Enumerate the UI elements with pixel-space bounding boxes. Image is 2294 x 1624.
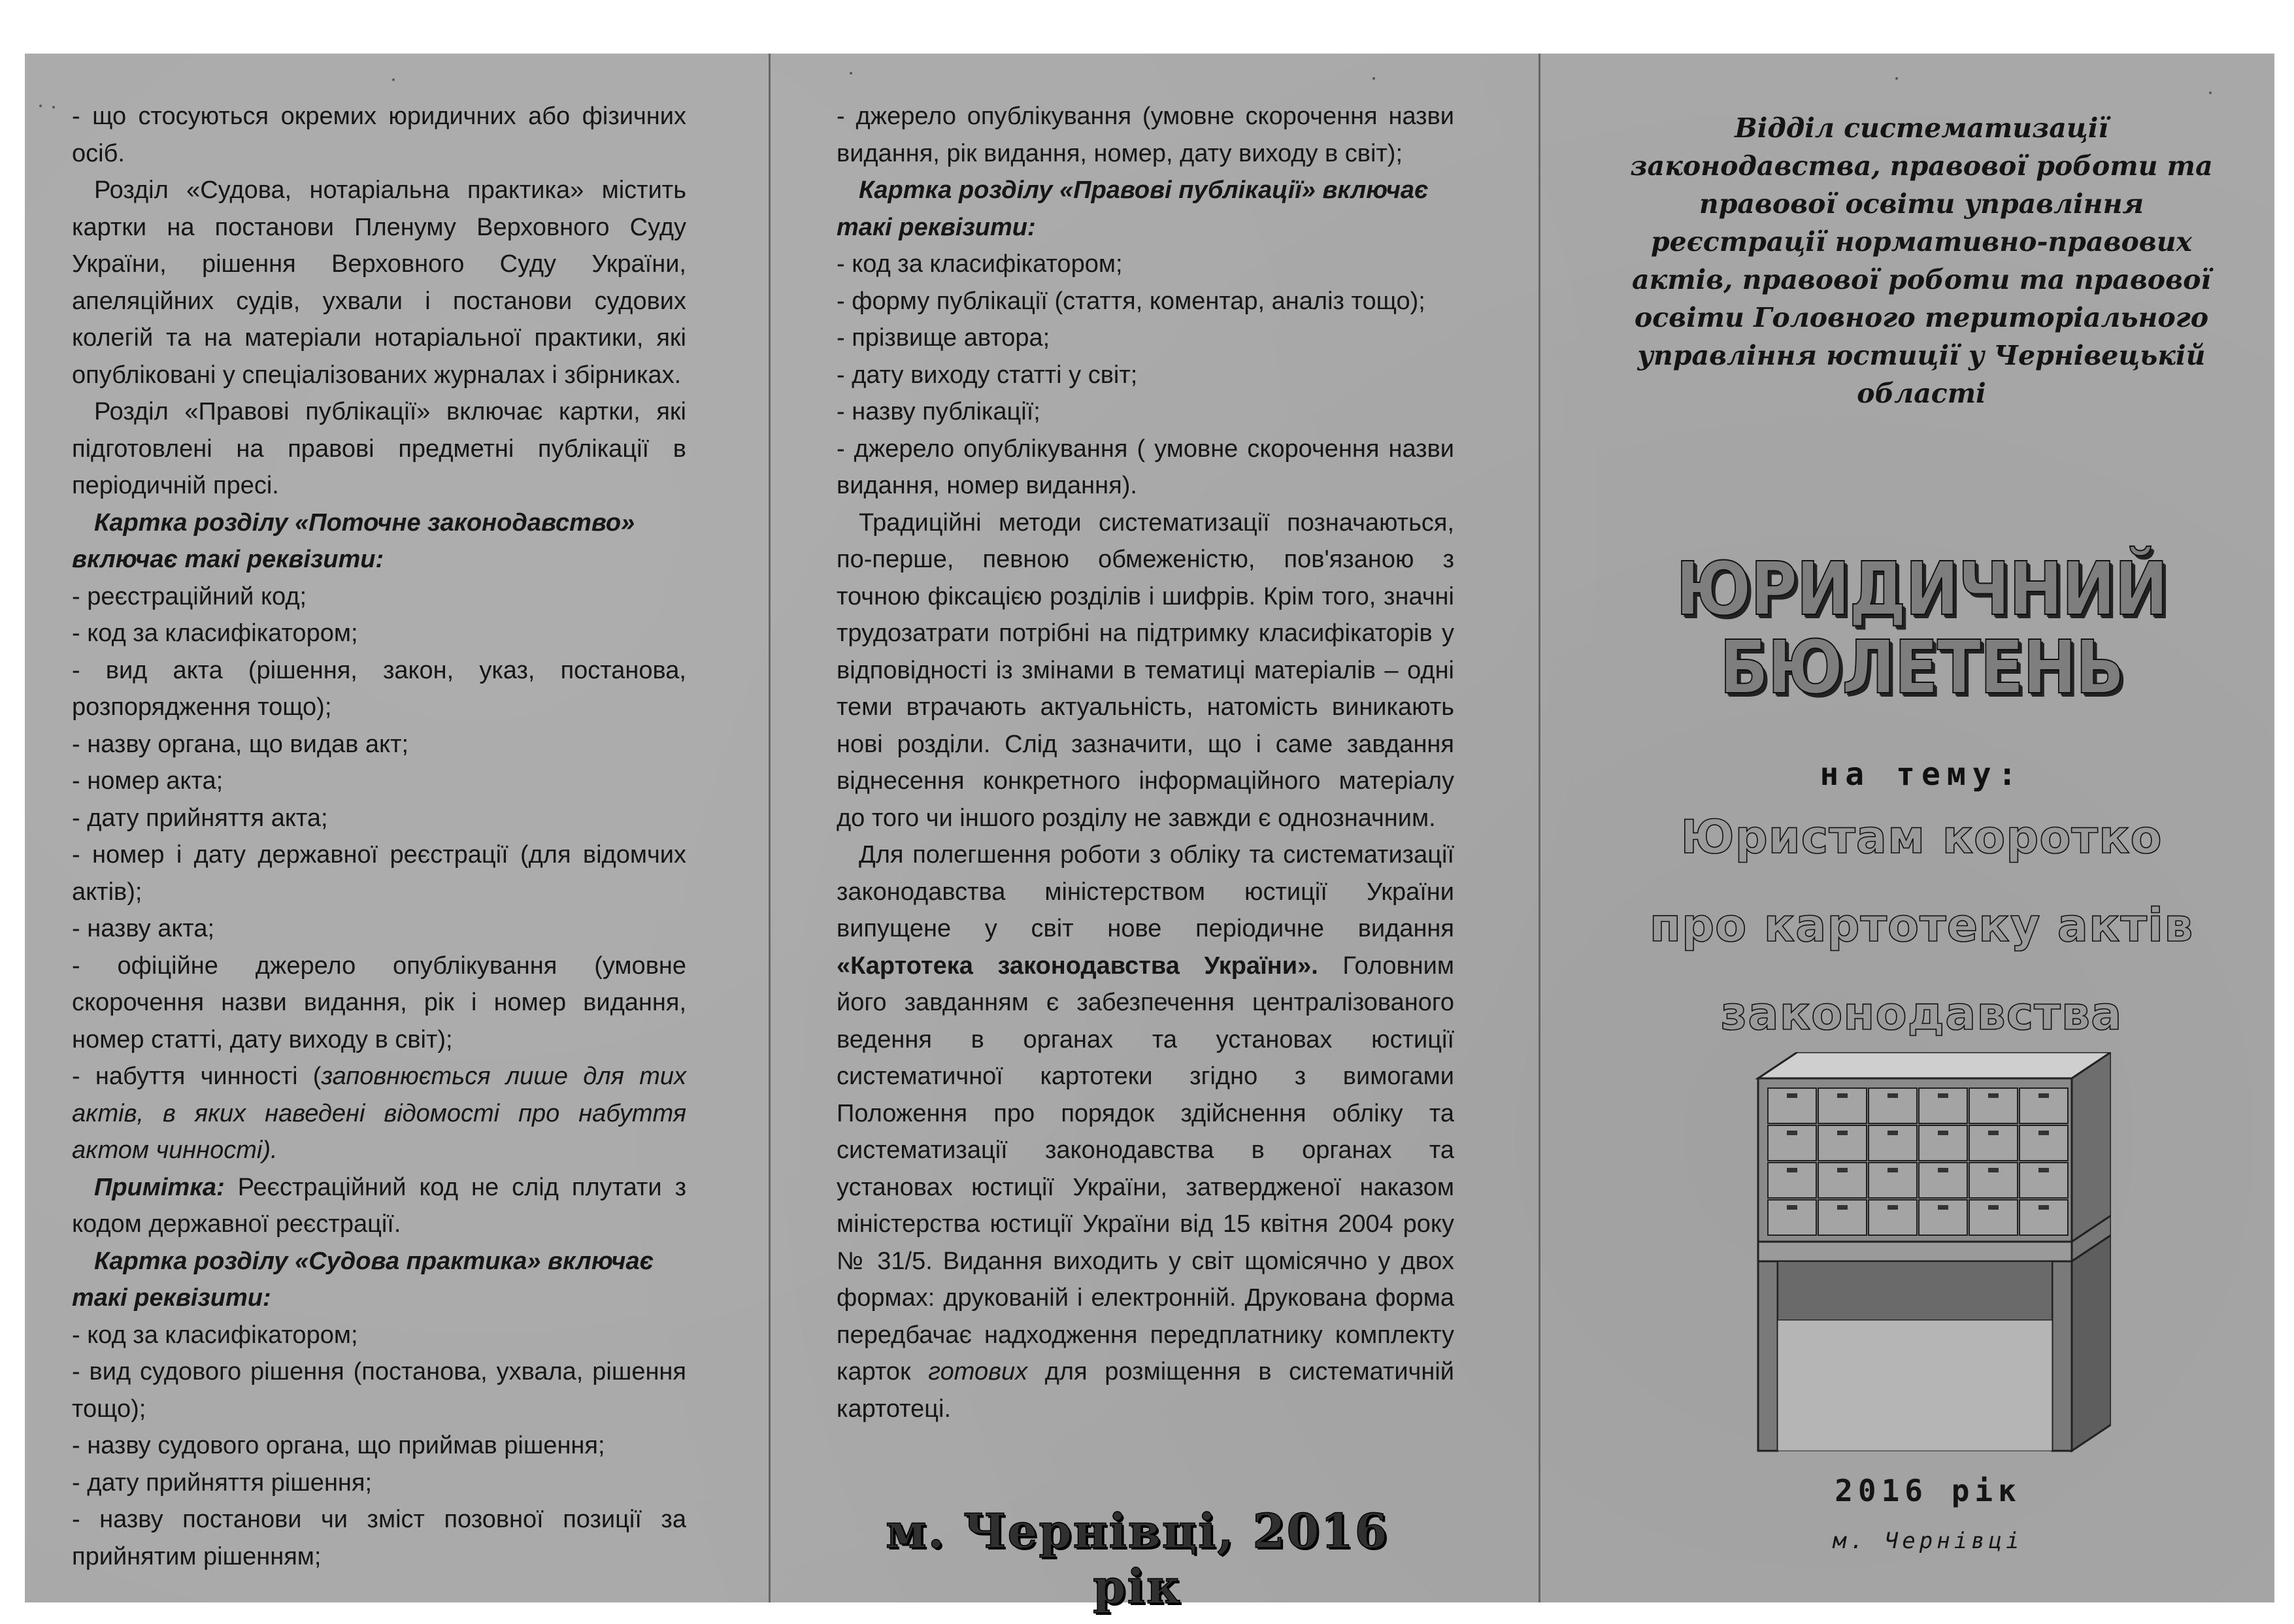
list-item: - номер акта; bbox=[72, 767, 224, 795]
paragraph bbox=[837, 837, 1454, 1427]
drawer-handle bbox=[1938, 1168, 1948, 1172]
paragraph: - джерело опублікування (умовне скорочення назви видання, рік видання, номер, дату виходу в світ); bbox=[837, 103, 1454, 167]
list-item: - назву органа, що видав акт; bbox=[72, 730, 409, 758]
scan-speck bbox=[39, 105, 42, 107]
list-item: - код за класифікатором; bbox=[72, 1321, 358, 1349]
drawer-handle bbox=[1938, 1093, 1948, 1098]
paragraph: Традиційні методи систематизації позначаються, по-перше, певною обмеженістю, пов'язаною з точною фіксацією розділів і шифрів. Крім того, значні трудозатрати потрібні на підтримку класифікаторів у відповідності із змінами в тематиці матеріалів – одні теми втрачають актуальність, натомість виникають нові розділи. Слід зазначити, що і саме завдання віднесення конкретного інформаційного матеріалу до того чи іншого розділу не завжди є однозначним. bbox=[837, 508, 1454, 832]
paragraph: - що стосуються окремих юридичних або фізичних осіб. bbox=[72, 103, 686, 167]
drawer-handle bbox=[1887, 1205, 1898, 1210]
paragraph-text: Головним його завданням є забезпечення централізованого ведення в органах та установах юстиції систематичної картотеки згідно з вимогами Положення про порядок здійснення обліку та систематизації законодавства в органах та установах юстиції України, затвердженої наказом міністерства юстиції України від 15 квітня 2004 року № 31/5. Видання виходить у світ щомісячно у двох формах: друкованій і електронній. Друкована форма передбачає надходження передплатнику комплекту карток bbox=[837, 952, 1454, 1385]
drawer-handle bbox=[1988, 1168, 1999, 1172]
paragraph: Розділ «Правові публікації» включає картки, які підготовлені на правові предметні публікації в періодичній пресі. bbox=[72, 398, 686, 499]
bulletin-title-line2: БЮЛЕТЕНЬ bbox=[1719, 625, 2124, 710]
list-item bbox=[72, 1058, 686, 1169]
drawer-handle bbox=[1887, 1093, 1898, 1098]
drawer-handle bbox=[1938, 1205, 1948, 1210]
list-item-italic-text: заповнюється лише для тих актів, в яких наведені відомості про набуття актом чинності). bbox=[72, 1063, 686, 1164]
section-heading: Картка розділу «Правові публікації» включає такі реквізити: bbox=[837, 176, 1429, 241]
drawer-handle bbox=[1787, 1168, 1797, 1172]
drawer-handle bbox=[1787, 1093, 1797, 1098]
scan-speck bbox=[1372, 77, 1375, 80]
back-cover-place-year: м. Чернівці, 2016 рік bbox=[886, 1503, 1389, 1614]
list-item: - назву публікації; bbox=[837, 398, 1040, 425]
drawer-handle bbox=[1837, 1168, 1848, 1172]
drawer-handle bbox=[1787, 1205, 1797, 1210]
drawer-handle bbox=[1988, 1093, 1999, 1098]
list-item: - дату прийняття рішення; bbox=[72, 1468, 373, 1497]
topic-line1: Юристам коротко bbox=[1680, 810, 2163, 864]
section-heading: Картка розділу «Поточне законодавство» включає такі реквізити: bbox=[72, 508, 635, 573]
list-item: - дату прийняття акта; bbox=[72, 804, 328, 832]
publication-title: «Картотека законодавства України». bbox=[837, 952, 1318, 980]
list-item: - реєстраційний код; bbox=[72, 582, 307, 610]
note bbox=[72, 1169, 686, 1243]
list-item: - вид судового рішення (постанова, ухвала, рішення тощо); bbox=[72, 1358, 686, 1423]
paragraph-italic-text: готових bbox=[928, 1358, 1028, 1385]
list-item: - код за класифікатором; bbox=[72, 620, 358, 647]
drawer-handle bbox=[2038, 1093, 2049, 1098]
list-item: - форму публікації (стаття, коментар, аналіз тощо); bbox=[837, 287, 1425, 315]
drawer-handle bbox=[2038, 1168, 2049, 1172]
drawer-handle bbox=[1988, 1131, 1999, 1135]
drawer-handle bbox=[1887, 1168, 1898, 1172]
paragraph: Розділ «Судова, нотаріальна практика» містить картки на постанови Пленуму Верховного Суду України, рішення Верховного Суду України, апеляційних судів, ухвали і постанови судових колегій та на матеріали нотаріальної практики, які опубліковані у спеціалізованих журналах і збірниках. bbox=[72, 176, 686, 389]
on-topic-label: на тему: bbox=[1820, 756, 2023, 793]
drawer-handle bbox=[2038, 1131, 2049, 1135]
cover-city: м. Чернівці bbox=[1833, 1528, 2023, 1554]
cover-year: 2016 рік bbox=[1835, 1473, 2021, 1508]
left-column bbox=[72, 98, 686, 1575]
middle-column bbox=[837, 98, 1454, 1427]
drawer-handle bbox=[1938, 1131, 1948, 1135]
paragraph-text: Для полегшення роботи з обліку та систематизації законодавства міністерством юстиції України випущене у світ нове періодичне видання bbox=[837, 841, 1454, 942]
list-item: - назву судового органа, що приймав рішення; bbox=[72, 1432, 605, 1459]
list-item: - джерело опублікування ( умовне скорочення назви видання, номер видання). bbox=[837, 435, 1454, 499]
card-catalog-cabinet-image bbox=[1745, 1052, 2111, 1457]
drawer-handle bbox=[1787, 1131, 1797, 1135]
list-item-text: - набуття чинності ( bbox=[72, 1063, 322, 1090]
drawer-handle bbox=[1837, 1093, 1848, 1098]
paragraph-text: для розміщення в систематичній картотеці. bbox=[837, 1358, 1455, 1423]
scan-speck bbox=[850, 72, 852, 75]
list-item: - офіційне джерело опублікування (умовне скорочення назви видання, рік і номер видання, номер статті, дату виходу в світ); bbox=[72, 952, 686, 1053]
topic-line2: про картотеку актів bbox=[1649, 899, 2194, 952]
list-item: - номер і дату державної реєстрації (для відомчих актів); bbox=[72, 841, 686, 906]
drawer-handle bbox=[1988, 1205, 1999, 1210]
drawer-handle bbox=[1887, 1131, 1898, 1135]
topic-line3: законодавства bbox=[1720, 987, 2123, 1040]
list-item: - назву акта; bbox=[72, 915, 215, 942]
list-item: - прізвище автора; bbox=[837, 324, 1050, 352]
cover-panel bbox=[1562, 54, 2274, 1602]
drawer-handle bbox=[1837, 1131, 1848, 1135]
list-item: - код за класифікатором; bbox=[837, 250, 1123, 278]
scan-speck bbox=[52, 106, 55, 108]
department-name: Відділ систематизації законодавства, правової роботи та правової освіти управління реєстрації нормативно-правових актів, правової роботи та правової освіти Головного територіального управління юстиції у Чернівецькій області bbox=[1630, 112, 2213, 409]
list-item: - дату виходу статті у світ; bbox=[837, 361, 1138, 389]
cover-date-block bbox=[1758, 1473, 2098, 1554]
drawer-handle bbox=[1837, 1205, 1848, 1210]
section-heading: Картка розділу «Судова практика» включає такі реквізити: bbox=[72, 1247, 654, 1312]
scan-speck bbox=[392, 78, 395, 81]
fold-line-right bbox=[1538, 54, 1540, 1602]
fold-line-left bbox=[769, 54, 771, 1602]
list-item: - назву постанови чи зміст позовної позиції за прийнятим рішенням; bbox=[72, 1506, 686, 1570]
bulletin-title-line1: ЮРИДИЧНИЙ bbox=[1676, 547, 2167, 632]
note-label: Примітка: bbox=[94, 1173, 225, 1201]
list-item: - вид акта (рішення, закон, указ, постанова, розпорядження тощо); bbox=[72, 656, 686, 721]
drawer-handle bbox=[2038, 1205, 2049, 1210]
note-text: Реєстраційний код не слід плутати з кодом державної реєстрації. bbox=[72, 1173, 686, 1238]
